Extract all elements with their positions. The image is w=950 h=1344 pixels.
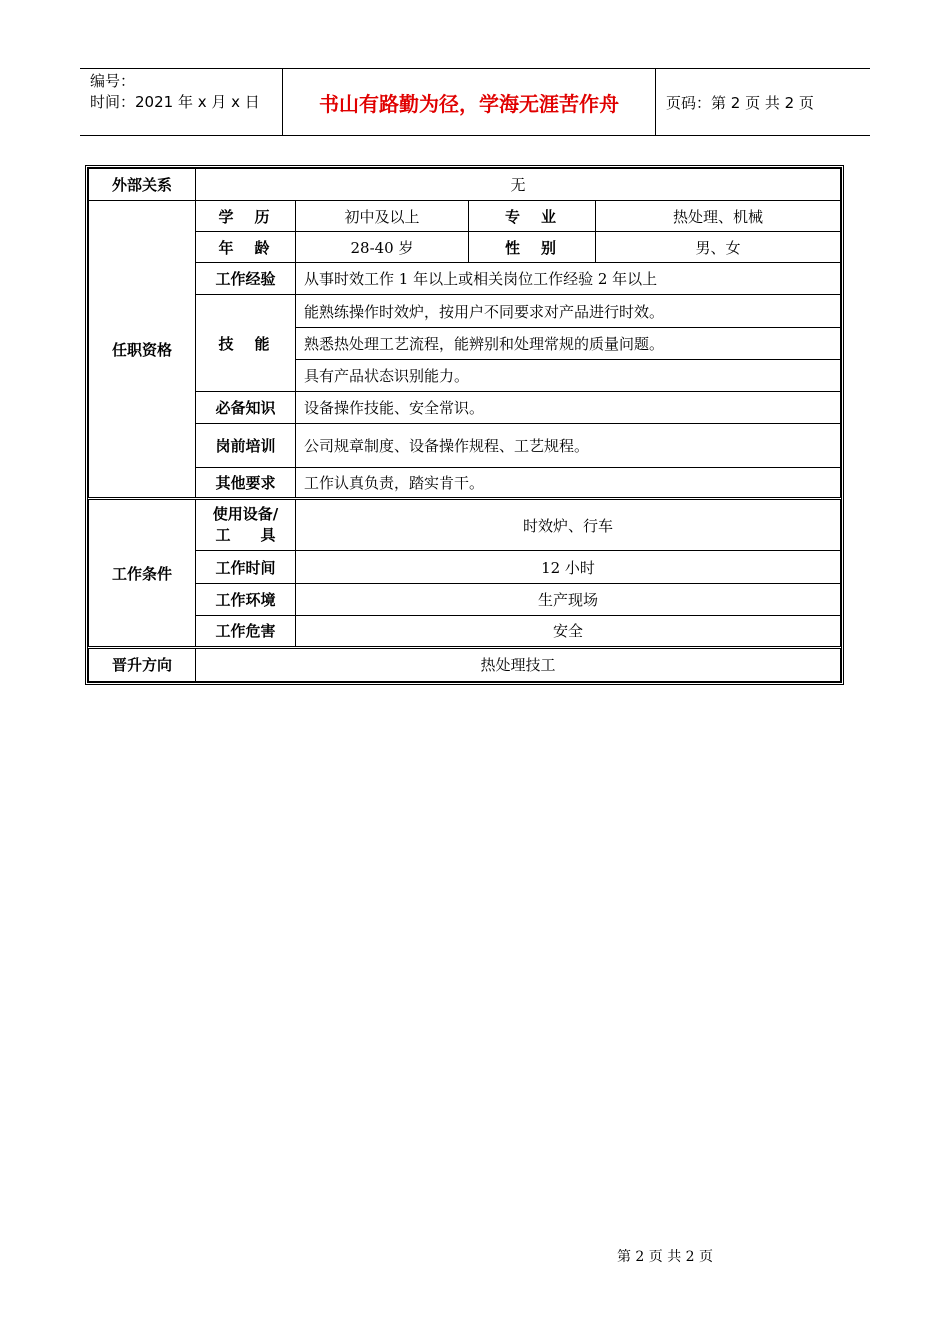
row-training <box>89 423 841 467</box>
equipment-label <box>196 499 296 551</box>
training-label: 岗前培训 <box>196 423 296 467</box>
row-other <box>89 468 841 499</box>
other-value: 工作认真负责，踏实肯干。 <box>296 468 841 499</box>
hours-label: 工作时间 <box>196 551 296 583</box>
row-hours <box>89 551 841 583</box>
age-label: 年 龄 <box>196 232 296 263</box>
row-promotion <box>89 647 841 681</box>
environment-value: 生产现场 <box>296 583 841 615</box>
hours-value: 12 小时 <box>296 551 841 583</box>
qualifications-label: 任职资格 <box>89 201 196 499</box>
education-value: 初中及以上 <box>296 201 469 232</box>
skill-item: 熟悉热处理工艺流程，能辨别和处理常规的质量问题。 <box>296 327 841 359</box>
promotion-value: 热处理技工 <box>196 647 841 681</box>
equipment-value: 时效炉、行车 <box>296 499 841 551</box>
header-motto: 书山有路勤为径，学海无涯苦作舟 <box>282 69 656 135</box>
major-value: 热处理、机械 <box>596 201 841 232</box>
row-hazard <box>89 615 841 647</box>
row-education <box>89 201 841 232</box>
page-header <box>80 68 870 136</box>
footer-page-number: 第 2 页 共 2 页 <box>616 1249 714 1265</box>
experience-label: 工作经验 <box>196 263 296 295</box>
row-experience <box>89 263 841 295</box>
conditions-label: 工作条件 <box>89 499 196 648</box>
header-page-label: 页码：第 2 页 共 2 页 <box>666 93 814 112</box>
job-description-table <box>85 165 844 685</box>
training-value: 公司规章制度、设备操作规程、工艺规程。 <box>296 423 841 467</box>
row-age <box>89 232 841 263</box>
date-label: 时间：2021 年 x 月 x 日 <box>90 93 260 111</box>
gender-value: 男、女 <box>596 232 841 263</box>
skill-item: 能熟练操作时效炉，按用户不同要求对产品进行时效。 <box>296 295 841 327</box>
age-value: 28-40 岁 <box>296 232 469 263</box>
external-relations-value: 无 <box>196 169 841 201</box>
promotion-label: 晋升方向 <box>89 647 196 681</box>
hazard-label: 工作危害 <box>196 615 296 647</box>
knowledge-value: 设备操作技能、安全常识。 <box>296 391 841 423</box>
row-equipment <box>89 499 841 551</box>
environment-label: 工作环境 <box>196 583 296 615</box>
hazard-value: 安全 <box>296 615 841 647</box>
row-environment <box>89 583 841 615</box>
equipment-label-line1: 使用设备/ <box>212 505 279 524</box>
education-label: 学 历 <box>196 201 296 232</box>
skills-label: 技 能 <box>196 295 296 391</box>
other-label: 其他要求 <box>196 468 296 499</box>
header-meta <box>80 69 282 135</box>
row-knowledge <box>89 391 841 423</box>
gender-label: 性 别 <box>469 232 596 263</box>
page-footer <box>0 1246 950 1266</box>
row-skill-1 <box>89 295 841 327</box>
knowledge-label: 必备知识 <box>196 391 296 423</box>
experience-value: 从事时效工作 1 年以上或相关岗位工作经验 2 年以上 <box>296 263 841 295</box>
skill-item: 具有产品状态识别能力。 <box>296 359 841 391</box>
external-relations-label: 外部关系 <box>89 169 196 201</box>
equipment-label-line2: 工 具 <box>215 526 276 545</box>
row-external-relations <box>89 169 841 201</box>
major-label: 专 业 <box>469 201 596 232</box>
code-label: 编号： <box>90 72 136 90</box>
